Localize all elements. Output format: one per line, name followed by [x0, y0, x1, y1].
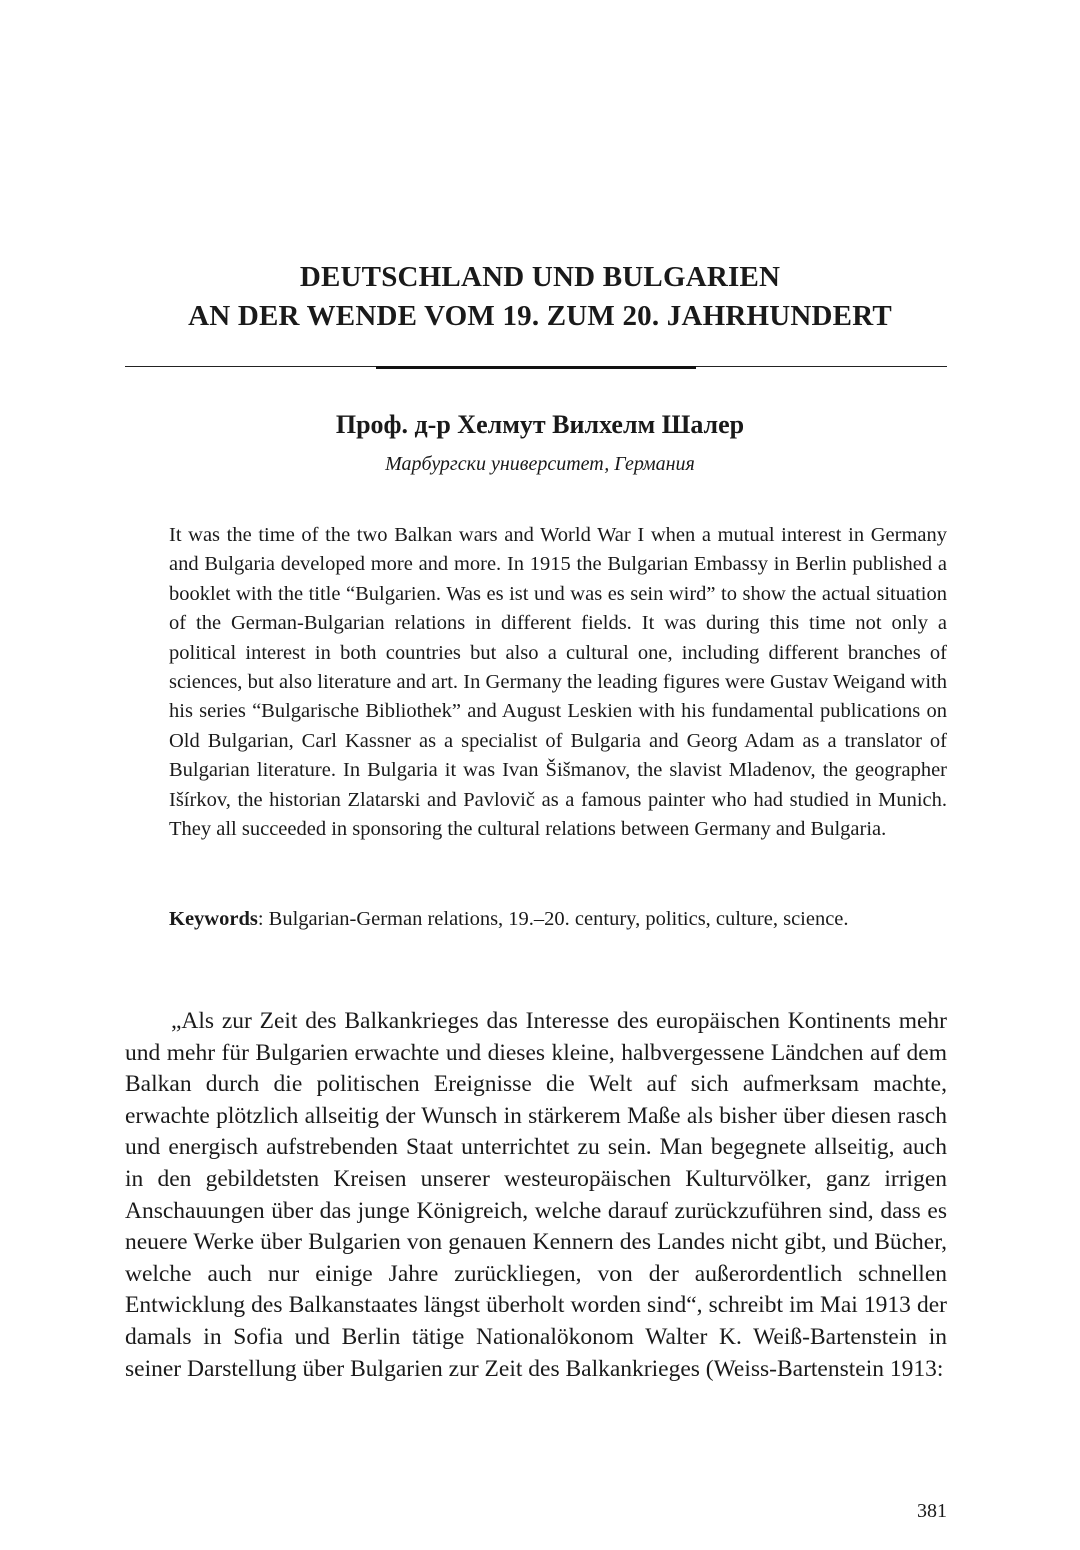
- page-number: 381: [917, 1500, 947, 1522]
- author-affiliation: Марбургски университет, Германия: [385, 453, 695, 475]
- title-line-1: DEUTSCHLAND UND BULGARIEN: [299, 261, 781, 293]
- keywords: [169, 905, 947, 934]
- title-line-2: AN DER WENDE VOM 19. ZUM 20. JAHRHUNDERT: [188, 300, 892, 332]
- abstract-text: It was the time of the two Balkan wars and World War I when a mutual interest in Germany and Bulgaria developed more and more. In 1915 the Bulgarian Embassy in Berlin published a booklet with the title “Bulgarien. Was es ist und was es sein wird” to show the actual situation of the German-Bulgarian relations in different fields. It was during this time not only a political interest in both countries but also a cultural one, including different branches of sciences, but also literature and art. In Germany the leading figures were Gustav Weigand with his series “Bulgarische Bibliothek” and August Leskien with his fundamental publications on Old Bulgarian, Carl Kassner as a specialist of Bulgaria and Georg Adam as a translator of Bulgarian literature. In Bulgaria it was Ivan Šišmanov, the slavist Mladenov, the geographer Išírkov, the historian Zlatarski and Pavlovič as a famous painter who had studied in Munich. They all succeeded in sponsoring the cultural relations between Germany and Bulgaria.: [169, 524, 947, 841]
- keywords-label: Keywords: [169, 908, 258, 930]
- author-name: Проф. д-р Хелмут Вилхелм Шалер: [335, 410, 745, 439]
- keywords-text: : Bulgarian-German relations, 19.–20. century, politics, culture, science.: [257, 908, 849, 930]
- article-title: [0, 258, 1080, 336]
- title-divider-thick: [376, 366, 696, 369]
- body-paragraph: „Als zur Zeit des Balkankrieges das Interesse des europäischen Kontinents mehr und mehr für Bulgarien erwachte und dieses kleine, halbvergessene Ländchen auf dem Balkan durch die politischen Ereignisse die Welt auf sich aufmerksam machte, erwachte plötzlich allseitig der Wunsch in stärkerem Maße als bisher über diesen rasch und energisch aufstrebenden Staat unterrichtet zu sein. Man begegnete allseitig, auch in den gebildetsten Kreisen unserer westeuropäischen Kulturvölker, ganz irrigen Anschauungen über das junge Königreich, welche darauf zurückzuführen sind, dass es neuere Werke über Bulgarien von genauen Kennern des Landes nicht gibt, und Bücher, welche auch nur einige Jahre zurückliegen, von der außerordentlich schnellen Entwicklung des Balkanstaates längst überholt worden sind“, schreibt im Mai 1913 der damals in Sofia und Berlin tätige Nationalökonom Walter K. Weiß-Bartenstein in seiner Darstellung über Bulgarien zur Zeit des Balkankrieges (Weiss-Bartenstein 1913:: [125, 1008, 947, 1382]
